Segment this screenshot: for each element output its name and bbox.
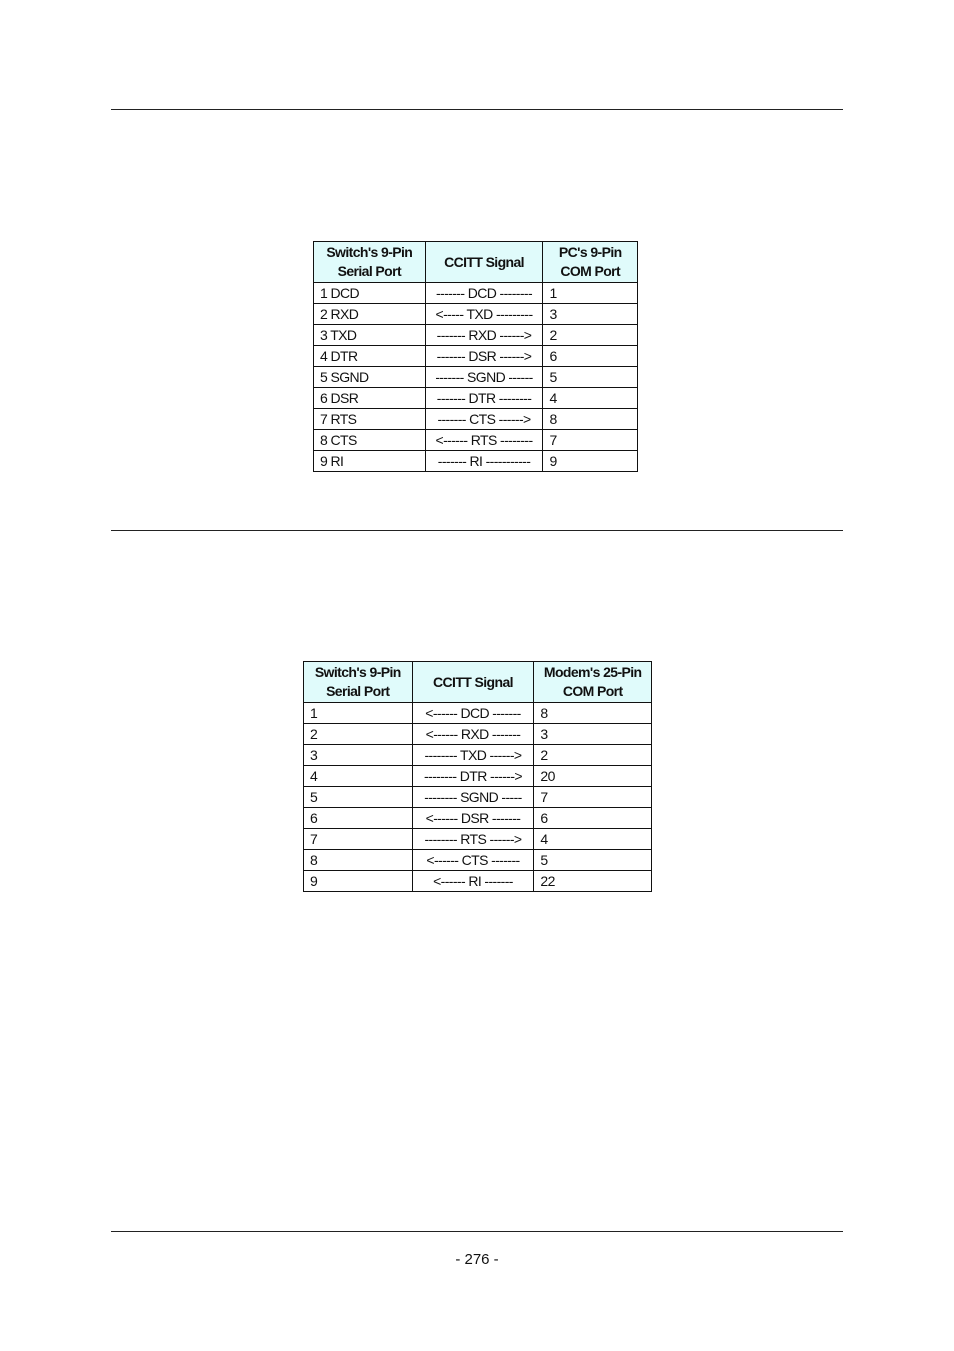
table-row [314, 346, 638, 367]
signal-cell: ------- DCD -------- [425, 283, 543, 304]
switch-pin-cell: 5 [304, 787, 413, 808]
switch-pin-cell: 4 [304, 766, 413, 787]
switch-pin-cell: 3 [304, 745, 413, 766]
com-pin-cell: 1 [543, 283, 638, 304]
com-pin-cell: 7 [543, 430, 638, 451]
header-rule [111, 109, 843, 110]
table-header-row [314, 242, 638, 283]
switch-pin-cell: 8 CTS [314, 430, 426, 451]
table-row [304, 724, 652, 745]
signal-cell: ------- DSR ------> [425, 346, 543, 367]
switch-pin-cell: 5 SGND [314, 367, 426, 388]
switch-pin-cell: 2 RXD [314, 304, 426, 325]
column-header: Switch's 9-Pin Serial Port [314, 242, 426, 283]
table-row [314, 430, 638, 451]
table-row [304, 871, 652, 892]
table-row [304, 829, 652, 850]
signal-cell: -------- RTS ------> [412, 829, 534, 850]
com-pin-cell: 9 [543, 451, 638, 472]
column-header: Modem's 25-Pin COM Port [534, 662, 652, 703]
signal-cell: <------ RI ------- [412, 871, 534, 892]
com-pin-cell: 4 [534, 829, 652, 850]
com-pin-cell: 22 [534, 871, 652, 892]
switch-pin-cell: 3 TXD [314, 325, 426, 346]
com-pin-cell: 6 [543, 346, 638, 367]
signal-cell: <------ DCD ------- [412, 703, 534, 724]
table-row [314, 367, 638, 388]
switch-pin-cell: 9 RI [314, 451, 426, 472]
pc-com-port-pin-table [313, 241, 638, 472]
com-pin-cell: 8 [534, 703, 652, 724]
table-row [304, 703, 652, 724]
signal-cell: <------ RTS -------- [425, 430, 543, 451]
section-rule [111, 530, 843, 531]
switch-pin-cell: 7 [304, 829, 413, 850]
com-pin-cell: 4 [543, 388, 638, 409]
page-number: - 276 - [455, 1251, 499, 1268]
table-header-row [304, 662, 652, 703]
signal-cell: ------- SGND ------ [425, 367, 543, 388]
table-row [304, 745, 652, 766]
table-row [314, 388, 638, 409]
com-pin-cell: 3 [534, 724, 652, 745]
table-row [314, 304, 638, 325]
table-row [314, 325, 638, 346]
com-pin-cell: 2 [534, 745, 652, 766]
signal-cell: -------- TXD ------> [412, 745, 534, 766]
signal-cell: ------- RXD ------> [425, 325, 543, 346]
switch-pin-cell: 7 RTS [314, 409, 426, 430]
switch-pin-cell: 4 DTR [314, 346, 426, 367]
switch-pin-cell: 1 [304, 703, 413, 724]
com-pin-cell: 5 [543, 367, 638, 388]
com-pin-cell: 20 [534, 766, 652, 787]
signal-cell: ------- CTS ------> [425, 409, 543, 430]
signal-cell: <------ RXD ------- [412, 724, 534, 745]
signal-cell: -------- DTR ------> [412, 766, 534, 787]
column-header: PC's 9-Pin COM Port [543, 242, 638, 283]
signal-cell: <------ CTS ------- [412, 850, 534, 871]
switch-pin-cell: 8 [304, 850, 413, 871]
switch-pin-cell: 9 [304, 871, 413, 892]
com-pin-cell: 8 [543, 409, 638, 430]
footer-rule [111, 1231, 843, 1232]
signal-cell: -------- SGND ----- [412, 787, 534, 808]
table-row [304, 766, 652, 787]
signal-cell: <----- TXD --------- [425, 304, 543, 325]
table-row [304, 808, 652, 829]
com-pin-cell: 6 [534, 808, 652, 829]
column-header: Switch's 9-Pin Serial Port [304, 662, 413, 703]
signal-cell: <------ DSR ------- [412, 808, 534, 829]
switch-pin-cell: 6 [304, 808, 413, 829]
com-pin-cell: 7 [534, 787, 652, 808]
table-row [314, 451, 638, 472]
com-pin-cell: 2 [543, 325, 638, 346]
switch-pin-cell: 2 [304, 724, 413, 745]
com-pin-cell: 3 [543, 304, 638, 325]
signal-cell: ------- RI ----------- [425, 451, 543, 472]
com-pin-cell: 5 [534, 850, 652, 871]
table-row [304, 787, 652, 808]
modem-com-port-pin-table [303, 661, 652, 892]
column-header: CCITT Signal [412, 662, 534, 703]
switch-pin-cell: 6 DSR [314, 388, 426, 409]
switch-pin-cell: 1 DCD [314, 283, 426, 304]
column-header: CCITT Signal [425, 242, 543, 283]
table-row [314, 283, 638, 304]
signal-cell: ------- DTR -------- [425, 388, 543, 409]
table-row [304, 850, 652, 871]
table-row [314, 409, 638, 430]
